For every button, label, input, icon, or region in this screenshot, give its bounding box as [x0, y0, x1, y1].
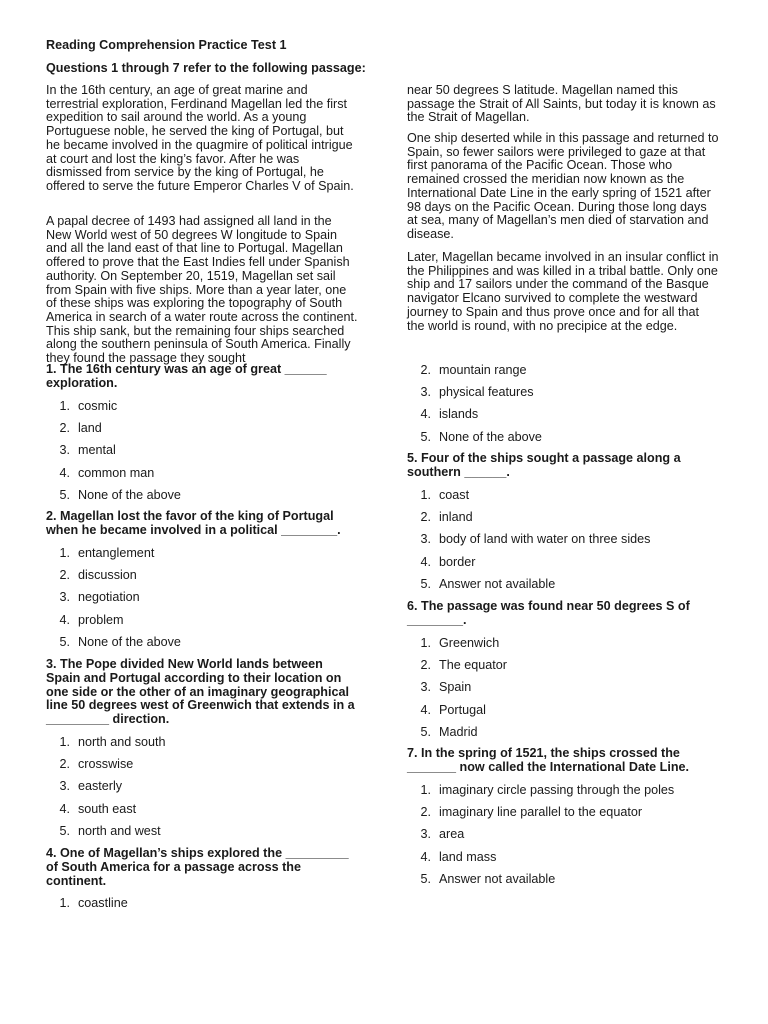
question-6-options [407, 636, 707, 747]
option-text: imaginary line parallel to the equator [439, 805, 643, 820]
answer-option[interactable] [407, 850, 707, 872]
option-number: 2. [59, 568, 70, 583]
answer-option[interactable] [407, 703, 707, 725]
option-text: land mass [439, 849, 497, 864]
passage-paragraph-1: In the 16th century, an age of great marine and terrestrial exploration, Ferdinand Magellan led the first expedition to sail around the world. As a young Portuguese noble, he served the king of Portugal, but he became involved in the quagmire of political intrigue at court and lost the king’s favor. After he was dismissed from service by the king of Portugal, he offered to serve the future Emperor Charles V of Spain. [46, 83, 354, 193]
option-text: mountain range [439, 363, 527, 377]
answer-option[interactable] [407, 783, 707, 805]
option-text: crosswise [78, 757, 134, 772]
option-number: 1. [59, 546, 70, 560]
option-text: coastline [78, 896, 128, 910]
option-number: 4. [420, 554, 431, 569]
passage-paragraph-3: near 50 degrees S latitude. Magellan named this passage the Strait of All Saints, but today it is known as the Strait of Magellan. [407, 83, 716, 125]
option-number: 4. [59, 612, 70, 627]
question-1: 1. The 16th century was an age of great ______ exploration. [46, 362, 327, 390]
option-text: Madrid [439, 724, 478, 739]
option-text: Spain [439, 680, 472, 695]
answer-option[interactable] [407, 430, 707, 452]
option-text: easterly [78, 779, 123, 794]
option-number: 3. [59, 590, 70, 605]
question-2: 2. Magellan lost the favor of the king of Portugal when he became involved in a political ________. [46, 509, 341, 537]
option-number: 5. [59, 487, 70, 502]
question-3: 3. The Pope divided New World lands between Spain and Portugal according to their location on one side or the other of an imaginary geographical line 50 degrees west of Greenwich that extends in a _________ direction. [46, 657, 355, 727]
option-number: 2. [420, 805, 431, 820]
answer-option[interactable] [46, 488, 346, 510]
answer-option[interactable] [46, 824, 346, 846]
question-4-options-start [46, 896, 346, 918]
question-3-options [46, 735, 346, 846]
option-number: 3. [420, 680, 431, 695]
option-text: physical features [439, 385, 534, 400]
option-number: 4. [420, 702, 431, 717]
option-number: 5. [59, 634, 70, 649]
option-number: 1. [420, 488, 431, 502]
option-number: 3. [59, 779, 70, 794]
answer-option[interactable] [46, 896, 346, 918]
option-number: 2. [59, 757, 70, 772]
option-text: inland [439, 510, 473, 525]
answer-option[interactable] [46, 613, 346, 635]
passage-paragraph-4: One ship deserted while in this passage and returned to Spain, so fewer sailors were privileged to gaze at that first panorama of the Pacific Ocean. Those who remained crossed the meridian now known as the International Date Line in the early spring of 1521 after 98 days on the Pacific Ocean. During those long days at sea, many of Magellan’s men died of starvation and disease. [407, 131, 719, 241]
option-text: coast [439, 488, 470, 502]
answer-option[interactable] [407, 385, 707, 407]
option-number: 4. [59, 801, 70, 816]
answer-option[interactable] [407, 510, 707, 532]
option-text: border [439, 554, 476, 569]
question-5-options [407, 488, 707, 599]
option-text: north and west [78, 823, 161, 838]
answer-option[interactable] [46, 421, 346, 443]
option-text: problem [78, 612, 124, 627]
option-number: 5. [59, 823, 70, 838]
answer-option[interactable] [46, 568, 346, 590]
option-text: None of the above [78, 487, 181, 502]
option-number: 1. [420, 636, 431, 650]
answer-option[interactable] [46, 635, 346, 657]
option-number: 1. [59, 896, 70, 910]
answer-option[interactable] [407, 555, 707, 577]
option-number: 2. [420, 363, 431, 377]
option-text: body of land with water on three sides [439, 532, 651, 547]
question-7-options [407, 783, 707, 894]
question-1-options [46, 399, 346, 510]
passage-intro: Questions 1 through 7 refer to the following passage: [46, 61, 366, 75]
option-text: Greenwich [439, 636, 500, 650]
answer-option[interactable] [46, 735, 346, 757]
passage-paragraph-2: A papal decree of 1493 had assigned all land in the New World west of 50 degrees W longitude to Spain and all the land east of that line to Portugal. Magellan offered to prove that the East Indies fell under Spanish authority. On September 20, 1519, Magellan set sail from Spain with five ships. More than a year later, one of these ships was exploring the topography of South America in search of a water route across the continent. This ship sank, but the remaining four ships searched along the southern peninsula of South America. Finally they found the passage they sought [46, 214, 358, 366]
answer-option[interactable] [407, 532, 707, 554]
question-7: 7. In the spring of 1521, the ships crossed the _______ now called the International Date Line. [407, 746, 690, 774]
option-text: mental [78, 443, 116, 458]
question-5: 5. Four of the ships sought a passage along a southern ______. [407, 451, 681, 479]
answer-option[interactable] [407, 636, 707, 658]
answer-option[interactable] [46, 466, 346, 488]
answer-option[interactable] [46, 546, 346, 568]
option-number: 3. [59, 443, 70, 458]
option-text: negotiation [78, 590, 140, 605]
answer-option[interactable] [407, 872, 707, 894]
option-number: 3. [420, 827, 431, 842]
option-text: Portugal [439, 702, 486, 717]
option-text: None of the above [78, 634, 181, 649]
answer-option[interactable] [46, 590, 346, 612]
answer-option[interactable] [407, 658, 707, 680]
option-number: 5. [420, 429, 431, 444]
option-number: 5. [420, 871, 431, 886]
option-text: imaginary circle passing through the poles [439, 783, 675, 797]
option-number: 2. [59, 421, 70, 436]
answer-option[interactable] [46, 443, 346, 465]
option-number: 4. [420, 849, 431, 864]
option-number: 2. [420, 510, 431, 525]
question-2-options [46, 546, 346, 657]
question-6: 6. The passage was found near 50 degrees S of ________. [407, 599, 690, 627]
question-4: 4. One of Magellan’s ships explored the _________ of South America for a passage across the continent. [46, 846, 349, 888]
answer-option[interactable] [46, 757, 346, 779]
option-number: 3. [420, 532, 431, 547]
answer-option[interactable] [407, 488, 707, 510]
option-number: 5. [420, 576, 431, 591]
option-number: 4. [59, 465, 70, 480]
option-number: 5. [420, 724, 431, 739]
option-number: 4. [420, 407, 431, 422]
option-text: The equator [439, 658, 507, 673]
question-4-options-continued [407, 363, 707, 452]
option-text: common man [78, 465, 155, 480]
option-text: islands [439, 407, 479, 422]
answer-option[interactable] [407, 827, 707, 849]
option-number: 1. [420, 783, 431, 797]
option-number: 2. [420, 658, 431, 673]
option-number: 1. [59, 735, 70, 749]
answer-option[interactable] [407, 805, 707, 827]
option-number: 3. [420, 385, 431, 400]
answer-option[interactable] [407, 680, 707, 702]
answer-option[interactable] [46, 399, 346, 421]
answer-option[interactable] [407, 725, 707, 747]
option-text: north and south [78, 735, 166, 749]
passage-paragraph-5: Later, Magellan became involved in an insular conflict in the Philippines and was killed in a tribal battle. Only one ship and 17 sailors under the command of the Basque navigator Elcano survived to complete the westward journey to Spain and thus prove once and for all that the world is round, with no precipice at the edge. [407, 250, 719, 333]
option-text: Answer not available [439, 576, 556, 591]
option-text: land [78, 421, 102, 436]
page-title: Reading Comprehension Practice Test 1 [46, 38, 287, 52]
option-text: Answer not available [439, 871, 556, 886]
option-text: None of the above [439, 429, 542, 444]
option-number: 1. [59, 399, 70, 413]
answer-option[interactable] [407, 407, 707, 429]
option-text: south east [78, 801, 137, 816]
option-text: entanglement [78, 546, 155, 560]
answer-option[interactable] [407, 577, 707, 599]
option-text: area [439, 827, 465, 842]
option-text: discussion [78, 568, 137, 583]
option-text: cosmic [78, 399, 118, 413]
answer-option[interactable] [46, 802, 346, 824]
answer-option[interactable] [46, 779, 346, 801]
answer-option[interactable] [407, 363, 707, 385]
